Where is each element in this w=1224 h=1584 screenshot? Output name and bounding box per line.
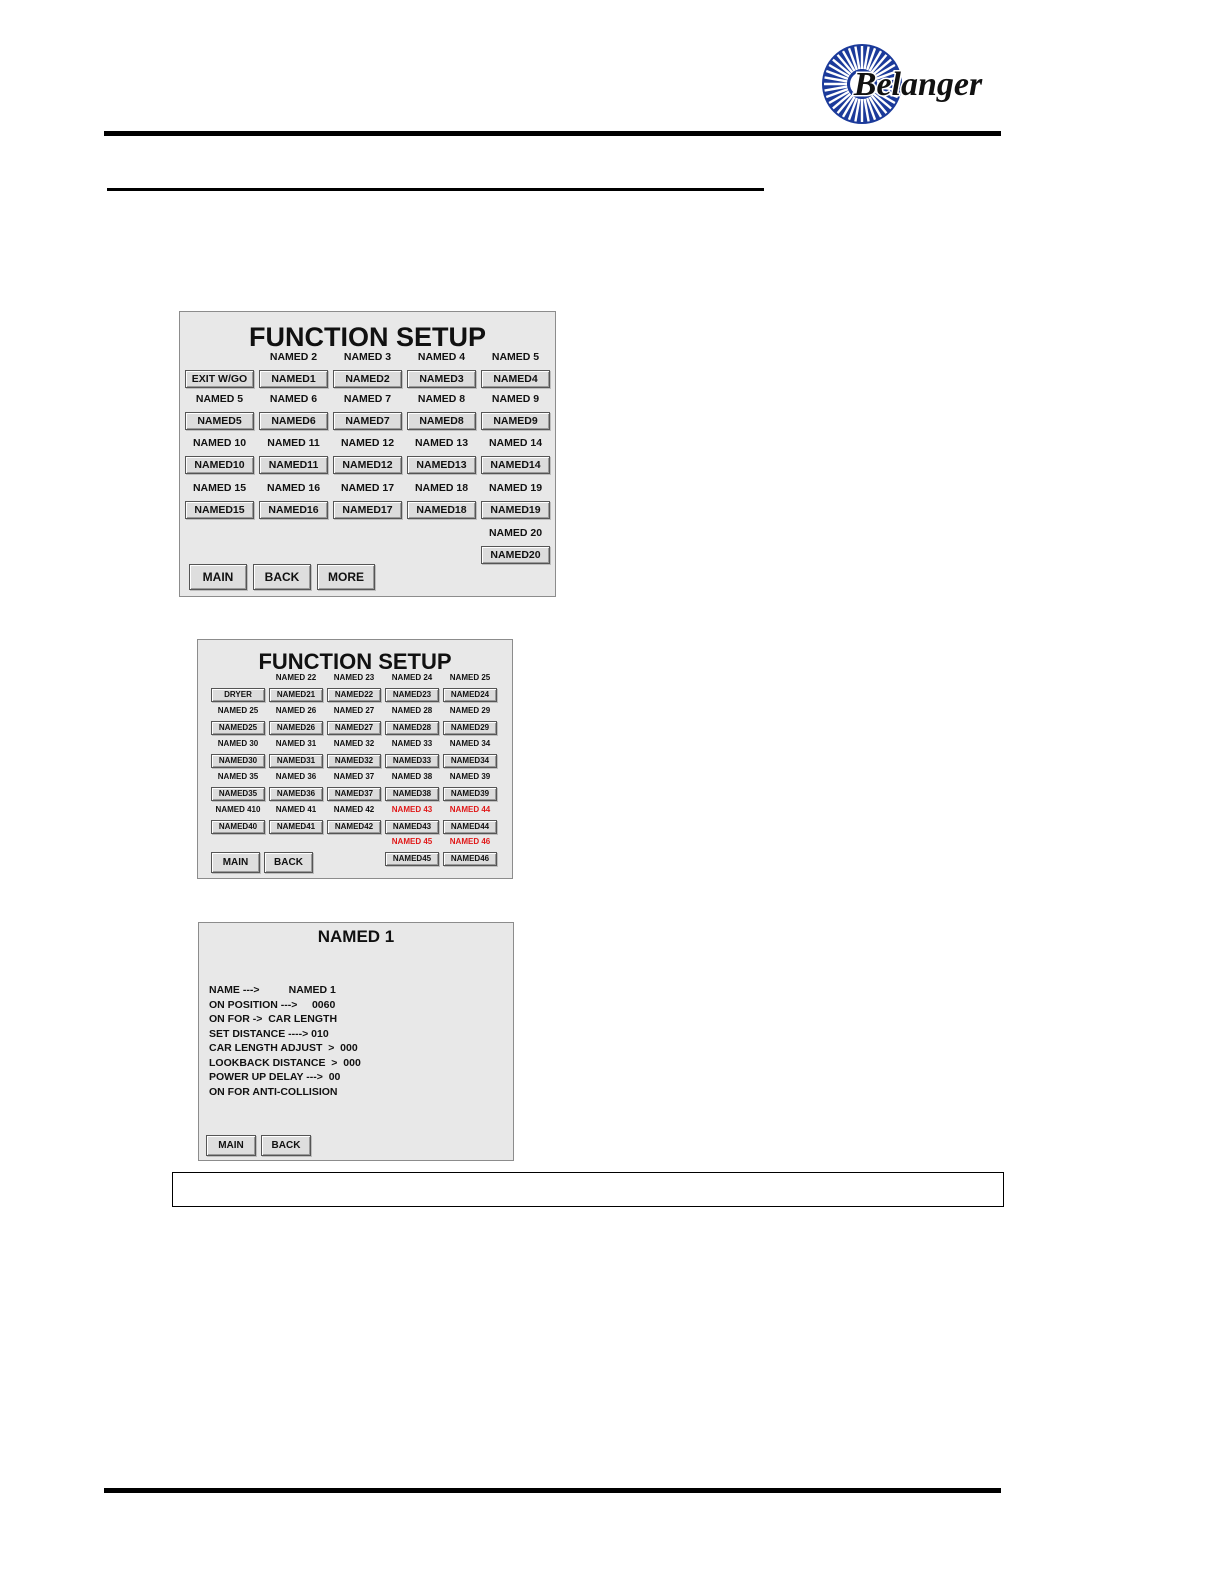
main-button[interactable]: MAIN xyxy=(211,852,260,873)
function-label-named-13: NAMED 13 xyxy=(414,437,469,449)
setting-line: ON FOR -> CAR LENGTH xyxy=(209,1013,338,1025)
function-button-named1[interactable]: NAMED1 xyxy=(259,370,328,388)
function-button-named3[interactable]: NAMED3 xyxy=(407,370,476,388)
section-heading-underline xyxy=(107,188,764,191)
setting-line: CAR LENGTH ADJUST > 000 xyxy=(209,1042,358,1054)
function-label-named-14: NAMED 14 xyxy=(488,437,543,449)
function-label-named-6: NAMED 6 xyxy=(269,393,318,405)
panel-title: NAMED 1 xyxy=(317,927,395,946)
function-label-named-33: NAMED 33 xyxy=(391,739,433,748)
function-label-named-45: NAMED 45 xyxy=(391,837,433,846)
setting-line: LOOKBACK DISTANCE > 000 xyxy=(209,1056,361,1069)
function-label-named-41: NAMED 41 xyxy=(275,805,317,814)
function-label-named-16: NAMED 16 xyxy=(266,482,321,494)
function-button-named33[interactable]: NAMED33 xyxy=(385,754,439,768)
function-button-named23[interactable]: NAMED23 xyxy=(385,688,439,702)
function-button-named24[interactable]: NAMED24 xyxy=(443,688,497,702)
function-button-exit-w-go[interactable]: EXIT W/GO xyxy=(185,370,254,388)
function-label-named-26: NAMED 26 xyxy=(275,706,317,715)
svg-text:Belanger: Belanger xyxy=(853,66,983,103)
function-button-named28[interactable]: NAMED28 xyxy=(385,721,439,735)
function-label-named-2: NAMED 2 xyxy=(269,351,318,363)
function-button-named45[interactable]: NAMED45 xyxy=(385,852,439,866)
function-label-named-17: NAMED 17 xyxy=(340,482,395,494)
function-button-named46[interactable]: NAMED46 xyxy=(443,852,497,866)
function-label-named-37: NAMED 37 xyxy=(333,772,375,781)
function-button-named42[interactable]: NAMED42 xyxy=(327,820,381,834)
function-label-named-46: NAMED 46 xyxy=(449,837,491,846)
function-button-named20[interactable]: NAMED20 xyxy=(481,546,550,564)
belanger-logo-mark xyxy=(818,40,993,128)
function-button-named2[interactable]: NAMED2 xyxy=(333,370,402,388)
function-button-named27[interactable]: NAMED27 xyxy=(327,721,381,735)
function-button-named32[interactable]: NAMED32 xyxy=(327,754,381,768)
panel-title: FUNCTION SETUP xyxy=(248,322,486,352)
function-button-named21[interactable]: NAMED21 xyxy=(269,688,323,702)
function-label-named-25: NAMED 25 xyxy=(449,673,491,682)
function-button-named34[interactable]: NAMED34 xyxy=(443,754,497,768)
function-button-named36[interactable]: NAMED36 xyxy=(269,787,323,801)
back-button[interactable]: BACK xyxy=(253,564,311,590)
function-label-named-4: NAMED 4 xyxy=(417,351,466,363)
function-button-named10[interactable]: NAMED10 xyxy=(185,456,254,474)
function-button-named37[interactable]: NAMED37 xyxy=(327,787,381,801)
function-label-named-32: NAMED 32 xyxy=(333,739,375,748)
setting-line: POWER UP DELAY ---> 00 xyxy=(209,1071,341,1083)
function-label-named-19: NAMED 19 xyxy=(488,482,543,494)
function-setup-screen-1 xyxy=(179,311,556,597)
function-label-named-12: NAMED 12 xyxy=(340,437,395,449)
function-button-named40[interactable]: NAMED40 xyxy=(211,820,265,834)
function-label-named-23: NAMED 23 xyxy=(333,673,375,682)
more-button[interactable]: MORE xyxy=(317,564,375,590)
function-button-named35[interactable]: NAMED35 xyxy=(211,787,265,801)
setting-line: ON FOR ANTI-COLLISION xyxy=(209,1085,338,1098)
named-1-detail-screen xyxy=(198,922,514,1161)
function-button-named13[interactable]: NAMED13 xyxy=(407,456,476,474)
function-label-named-9: NAMED 9 xyxy=(491,393,540,405)
function-label-named-31: NAMED 31 xyxy=(275,739,317,748)
function-button-named44[interactable]: NAMED44 xyxy=(443,820,497,834)
function-label-named-410: NAMED 410 xyxy=(215,805,261,814)
function-label-named-34: NAMED 34 xyxy=(449,739,491,748)
function-button-named8[interactable]: NAMED8 xyxy=(407,412,476,430)
function-button-named25[interactable]: NAMED25 xyxy=(211,721,265,735)
function-button-dryer[interactable]: DRYER xyxy=(211,688,265,702)
function-label-named-22: NAMED 22 xyxy=(275,673,317,682)
function-label-named-15: NAMED 15 xyxy=(192,482,247,494)
function-button-named39[interactable]: NAMED39 xyxy=(443,787,497,801)
function-label-named-10: NAMED 10 xyxy=(192,437,247,449)
figure-caption-box xyxy=(172,1172,1004,1207)
function-label-named-27: NAMED 27 xyxy=(333,706,375,715)
function-button-named19[interactable]: NAMED19 xyxy=(481,501,550,519)
function-button-named38[interactable]: NAMED38 xyxy=(385,787,439,801)
function-button-named31[interactable]: NAMED31 xyxy=(269,754,323,768)
function-label-named-28: NAMED 28 xyxy=(391,706,433,715)
setting-line: NAME ---> NAMED 1 xyxy=(209,984,336,996)
function-button-named43[interactable]: NAMED43 xyxy=(385,820,439,834)
function-button-named30[interactable]: NAMED30 xyxy=(211,754,265,768)
panel-title: FUNCTION SETUP xyxy=(258,649,452,674)
function-label-named-43: NAMED 43 xyxy=(391,805,433,814)
main-button[interactable]: MAIN xyxy=(206,1135,256,1156)
function-label-named-38: NAMED 38 xyxy=(391,772,433,781)
function-button-named6[interactable]: NAMED6 xyxy=(259,412,328,430)
function-button-named26[interactable]: NAMED26 xyxy=(269,721,323,735)
function-button-named9[interactable]: NAMED9 xyxy=(481,412,550,430)
function-button-named4[interactable]: NAMED4 xyxy=(481,370,550,388)
function-label-named-7: NAMED 7 xyxy=(343,393,392,405)
belanger-logo xyxy=(818,40,993,128)
back-button[interactable]: BACK xyxy=(264,852,313,873)
function-button-named17[interactable]: NAMED17 xyxy=(333,501,402,519)
function-button-named41[interactable]: NAMED41 xyxy=(269,820,323,834)
function-label-named-29: NAMED 29 xyxy=(449,706,491,715)
footer-rule xyxy=(104,1488,1001,1493)
function-label-named-3: NAMED 3 xyxy=(343,351,392,363)
function-label-named-20: NAMED 20 xyxy=(488,527,543,539)
main-button[interactable]: MAIN xyxy=(189,564,247,590)
function-button-named29[interactable]: NAMED29 xyxy=(443,721,497,735)
function-button-named16[interactable]: NAMED16 xyxy=(259,501,328,519)
function-button-named14[interactable]: NAMED14 xyxy=(481,456,550,474)
function-label-named-44: NAMED 44 xyxy=(449,805,491,814)
function-button-named15[interactable]: NAMED15 xyxy=(185,501,254,519)
function-label-named-42: NAMED 42 xyxy=(333,805,375,814)
function-setup-screen-2 xyxy=(197,639,513,879)
function-button-named12[interactable]: NAMED12 xyxy=(333,456,402,474)
back-button[interactable]: BACK xyxy=(261,1135,311,1156)
function-label-named-5: NAMED 5 xyxy=(491,351,540,363)
function-label-named-25: NAMED 25 xyxy=(217,706,259,715)
function-label-named-24: NAMED 24 xyxy=(391,673,433,682)
function-label-named-35: NAMED 35 xyxy=(217,772,259,781)
function-button-named11[interactable]: NAMED11 xyxy=(259,456,328,474)
function-label-named-5: NAMED 5 xyxy=(195,393,244,405)
function-button-named18[interactable]: NAMED18 xyxy=(407,501,476,519)
function-label-named-30: NAMED 30 xyxy=(217,739,259,748)
function-label-named-11: NAMED 11 xyxy=(267,437,320,449)
function-button-named22[interactable]: NAMED22 xyxy=(327,688,381,702)
function-button-named5[interactable]: NAMED5 xyxy=(185,412,254,430)
function-button-named7[interactable]: NAMED7 xyxy=(333,412,402,430)
setting-line: ON POSITION ---> 0060 xyxy=(209,998,336,1011)
header-rule xyxy=(104,131,1001,136)
setting-line: SET DISTANCE ----> 010 xyxy=(209,1027,329,1040)
function-label-named-8: NAMED 8 xyxy=(417,393,466,405)
function-label-named-39: NAMED 39 xyxy=(449,772,491,781)
function-label-named-18: NAMED 18 xyxy=(414,482,469,494)
function-label-named-36: NAMED 36 xyxy=(275,772,317,781)
